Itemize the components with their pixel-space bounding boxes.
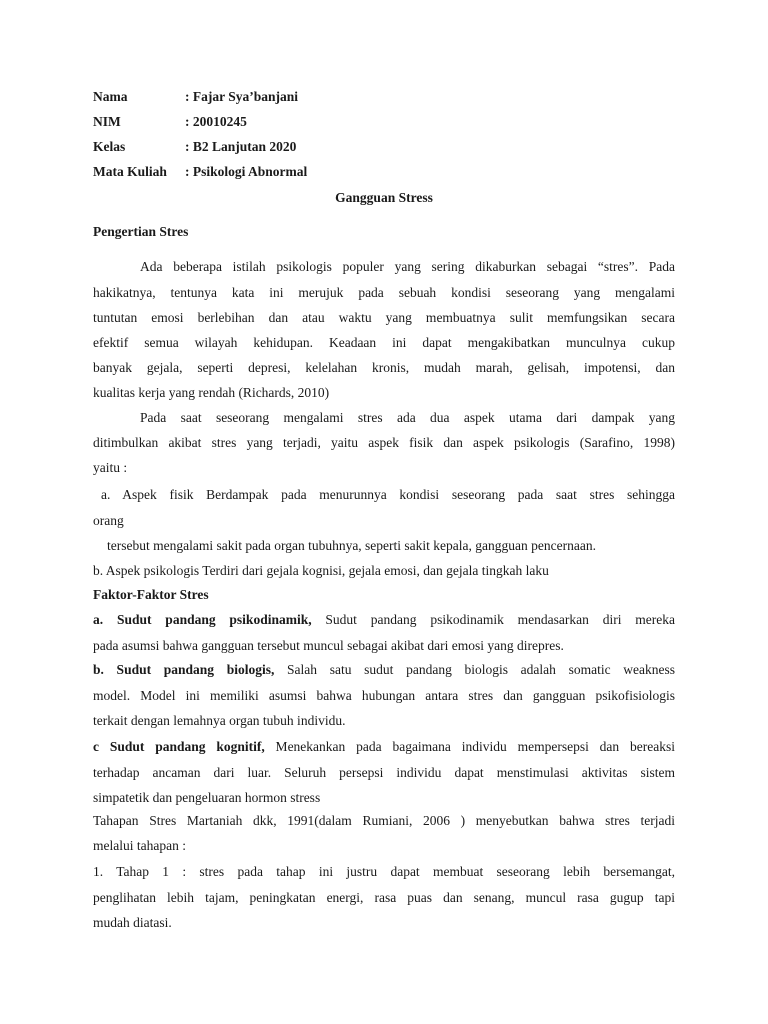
section-heading-pengertian: Pengertian Stres — [93, 224, 189, 239]
paragraph-line: tuntutan emosi berlebihan dan atau waktu yang membuatnya sulit memfungsikan secara — [93, 310, 675, 325]
factor-b-text: Salah satu sudut pandang biologis adalah somatic weakness — [274, 662, 675, 677]
factor-c-text: Menekankan pada bagaimana individu mempersepsi dan bereaksi — [264, 739, 675, 754]
factor-b-term: b. Sudut pandang biologis, — [93, 662, 275, 677]
stage-1-line: 1. Tahap 1 : stres pada tahap ini justru dapat membuat seseorang lebih bersemangat, — [93, 864, 675, 879]
factor-c-line: simpatetik dan pengeluaran hormon stress — [93, 790, 321, 805]
identity-value: : B2 Lanjutan 2020 — [185, 139, 297, 154]
paragraph-line-last: yaitu : — [93, 460, 128, 475]
factor-c-line — [93, 738, 675, 756]
factor-a-text: Sudut pandang psikodinamik mendasarkan diri mereka — [311, 612, 675, 627]
identity-value: : Fajar Sya’banjani — [185, 89, 299, 104]
factor-a-line — [93, 611, 675, 629]
identity-value: : 20010245 — [185, 114, 247, 129]
list-item-a-line: orang — [93, 513, 124, 528]
identity-label: NIM — [93, 114, 121, 129]
factor-a-term: a. Sudut pandang psikodinamik, — [93, 612, 312, 627]
paragraph-line: efektif semua wilayah kehidupan. Keadaan ini dapat mengakibatkan munculnya cukup — [93, 335, 675, 350]
factor-c-term: c Sudut pandang kognitif, — [93, 739, 265, 754]
section-heading-faktor: Faktor-Faktor Stres — [93, 587, 209, 602]
paragraph-line-last: kualitas kerja yang rendah (Richards, 2010) — [93, 385, 330, 400]
stages-intro-line: melalui tahapan : — [93, 838, 186, 853]
identity-value: : Psikologi Abnormal — [185, 164, 308, 179]
factor-c-line: terhadap ancaman dari luar. Seluruh persepsi individu dapat menstimulasi aktivitas sistem — [93, 765, 675, 780]
paragraph-line: Ada beberapa istilah psikologis populer yang sering dikaburkan sebagai “stres”. Pada — [140, 259, 675, 274]
identity-label: Kelas — [93, 139, 126, 154]
stages-intro-line: Tahapan Stres Martaniah dkk, 1991(dalam Rumiani, 2006 ) menyebutkan bahwa stres terjadi — [93, 813, 675, 828]
identity-row-nama — [93, 88, 298, 106]
factor-b-line: terkait dengan lemahnya organ tubuh individu. — [93, 713, 346, 728]
identity-row-mata-kuliah — [93, 163, 307, 181]
factor-a-line: pada asumsi bahwa gangguan tersebut muncul sebagai akibat dari emosi yang direpres. — [93, 638, 564, 653]
list-item-a-line: a. Aspek fisik Berdampak pada menurunnya kondisi seseorang pada saat stres sehingga — [101, 487, 675, 502]
paragraph-line: ditimbulkan akibat stres yang terjadi, yaitu aspek fisik dan aspek psikologis (Sarafino, 1998) — [93, 435, 675, 450]
paragraph-line: Pada saat seseorang mengalami stres ada dua aspek utama dari dampak yang — [140, 410, 675, 425]
list-item-a-line: tersebut mengalami sakit pada organ tubuhnya, seperti sakit kepala, gangguan pencernaan. — [107, 538, 596, 553]
factor-b-line: model. Model ini memiliki asumsi bahwa hubungan antara stres dan gangguan psikofisiologis — [93, 688, 675, 703]
identity-row-nim — [93, 113, 247, 131]
identity-row-kelas — [93, 138, 296, 156]
stage-1-line: penglihatan lebih tajam, peningkatan energi, rasa puas dan senang, muncul rasa gugup tapi — [93, 890, 675, 905]
identity-label: Mata Kuliah — [93, 164, 167, 179]
document-title: Gangguan Stress — [335, 190, 433, 205]
factor-b-line — [93, 661, 675, 679]
list-item-b: b. Aspek psikologis Terdiri dari gejala kognisi, gejala emosi, dan gejala tingkah laku — [93, 563, 549, 578]
paragraph-line: banyak gejala, seperti depresi, kelelahan kronis, mudah marah, gelisah, impotensi, dan — [93, 360, 675, 375]
paragraph-line: hakikatnya, tentunya kata ini merujuk pada sebuah kondisi seseorang yang mengalami — [93, 285, 675, 300]
stage-1-line: mudah diatasi. — [93, 915, 172, 930]
identity-label: Nama — [93, 89, 128, 104]
